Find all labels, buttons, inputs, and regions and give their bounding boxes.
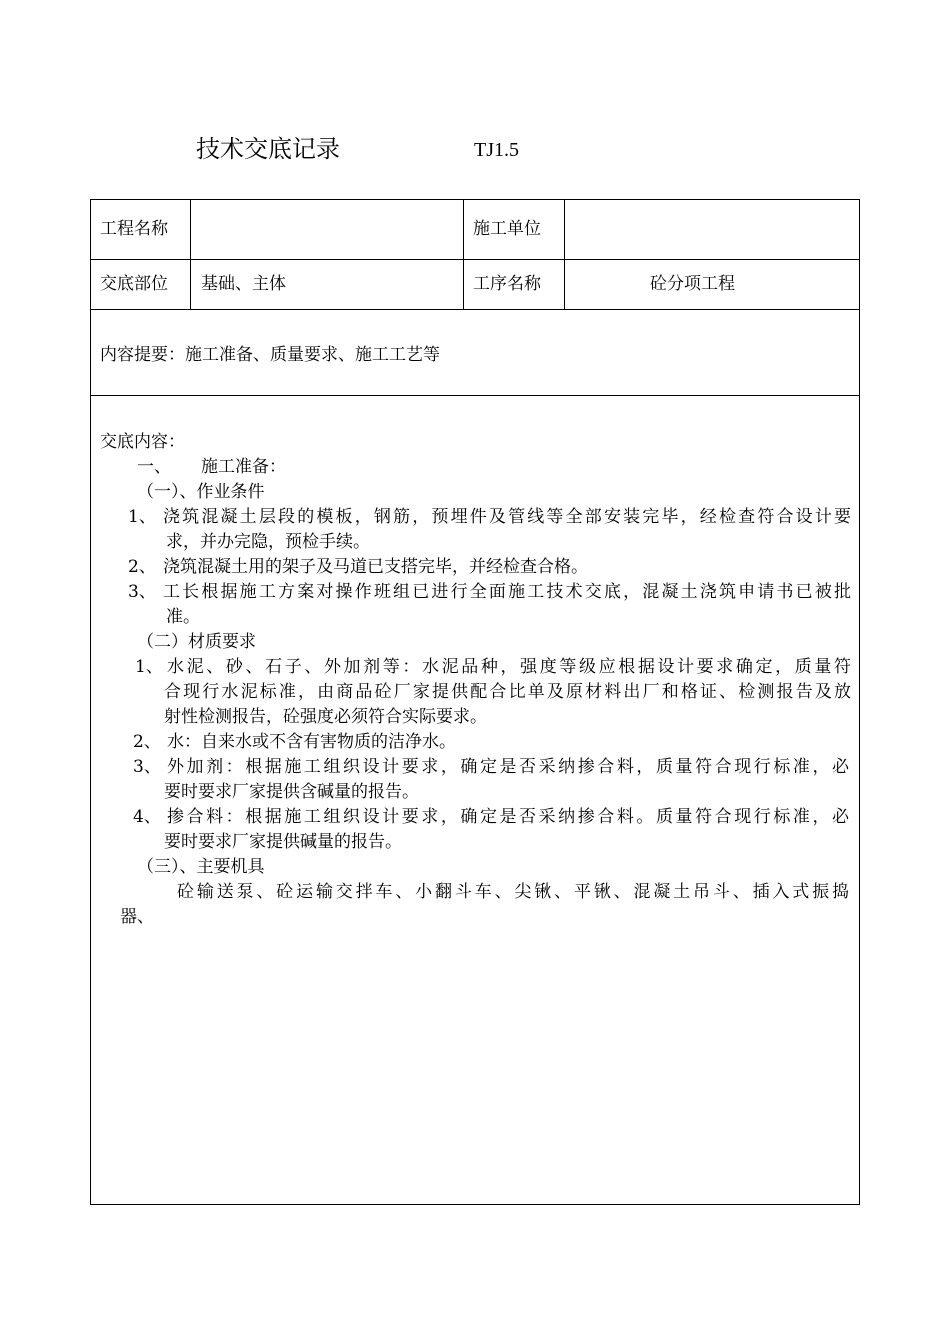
list-item-number: 1、 xyxy=(128,507,156,527)
list-item-text: 要时要求厂家提供含碱量的报告。 xyxy=(164,782,419,802)
subsection-heading: （三）、主要机具 xyxy=(137,857,265,877)
subsection-heading: （一）、作业条件 xyxy=(137,482,265,502)
column-divider xyxy=(190,200,191,309)
title-row xyxy=(0,133,950,169)
document-title: 技术交底记录 xyxy=(196,135,340,163)
row-divider xyxy=(91,395,859,396)
construction-unit-label: 施工单位 xyxy=(473,219,541,239)
list-item-number: 2、 xyxy=(133,732,161,752)
document-code: TJ1.5 xyxy=(474,139,519,161)
list-item-number: 4、 xyxy=(133,807,161,827)
content-heading: 交底内容： xyxy=(100,432,185,452)
list-item-text: 掺合料：根据施工组织设计要求，确定是否采纳掺合料。质量符合现行标准，必 xyxy=(167,807,849,827)
project-name-label: 工程名称 xyxy=(100,219,168,239)
list-item-text: 准。 xyxy=(166,607,200,627)
list-item-number: 1、 xyxy=(135,657,163,677)
list-item-text: 水泥、砂、石子、外加剂等：水泥品种，强度等级应根据设计要求确定，质量符 xyxy=(167,657,851,677)
row-divider xyxy=(91,309,859,310)
process-value: 砼分项工程 xyxy=(650,274,735,294)
process-label: 工序名称 xyxy=(473,274,541,294)
list-item-text: 要时要求厂家提供碱量的报告。 xyxy=(164,832,402,852)
list-item-text: 外加剂：根据施工组织设计要求，确定是否采纳掺合料，质量符合现行标准，必 xyxy=(167,757,849,777)
list-item-number: 2、 xyxy=(128,557,156,577)
subsection-heading: （二）材质要求 xyxy=(137,632,256,652)
section-title: 施工准备： xyxy=(201,457,286,477)
part-value: 基础、主体 xyxy=(201,274,286,294)
list-item-text: 水：自来水或不含有害物质的洁净水。 xyxy=(167,732,456,752)
list-item-text: 求，并办完隐，预检手续。 xyxy=(166,532,370,552)
list-item-number: 3、 xyxy=(133,757,161,777)
tools-text: 器、 xyxy=(120,907,154,927)
row-divider xyxy=(91,259,859,260)
section-number: 一、 xyxy=(137,457,171,477)
part-label: 交底部位 xyxy=(100,274,168,294)
content-summary: 内容提要：施工准备、质量要求、施工工艺等 xyxy=(100,345,440,365)
column-divider xyxy=(564,200,565,309)
disclosure-form-table xyxy=(90,199,860,1205)
list-item-text: 浇筑混凝土用的架子及马道已支搭完毕，并经检查合格。 xyxy=(163,557,588,577)
list-item-text: 工长根据施工方案对操作班组已进行全面施工技术交底，混凝土浇筑申请书已被批 xyxy=(163,582,851,602)
list-item-text: 合现行水泥标准，由商品砼厂家提供配合比单及原材料出厂和格证、检测报告及放 xyxy=(164,682,851,702)
list-item-text: 射性检测报告，砼强度必须符合实际要求。 xyxy=(164,707,487,727)
column-divider xyxy=(463,200,464,309)
tools-text: 砼输送泵、砼运输交拌车、小翻斗车、尖锹、平锹、混凝土吊斗、插入式振捣 xyxy=(177,882,849,902)
list-item-text: 浇筑混凝土层段的模板，钢筋，预埋件及管线等全部安装完毕，经检查符合设计要 xyxy=(163,507,851,527)
list-item-number: 3、 xyxy=(128,582,156,602)
